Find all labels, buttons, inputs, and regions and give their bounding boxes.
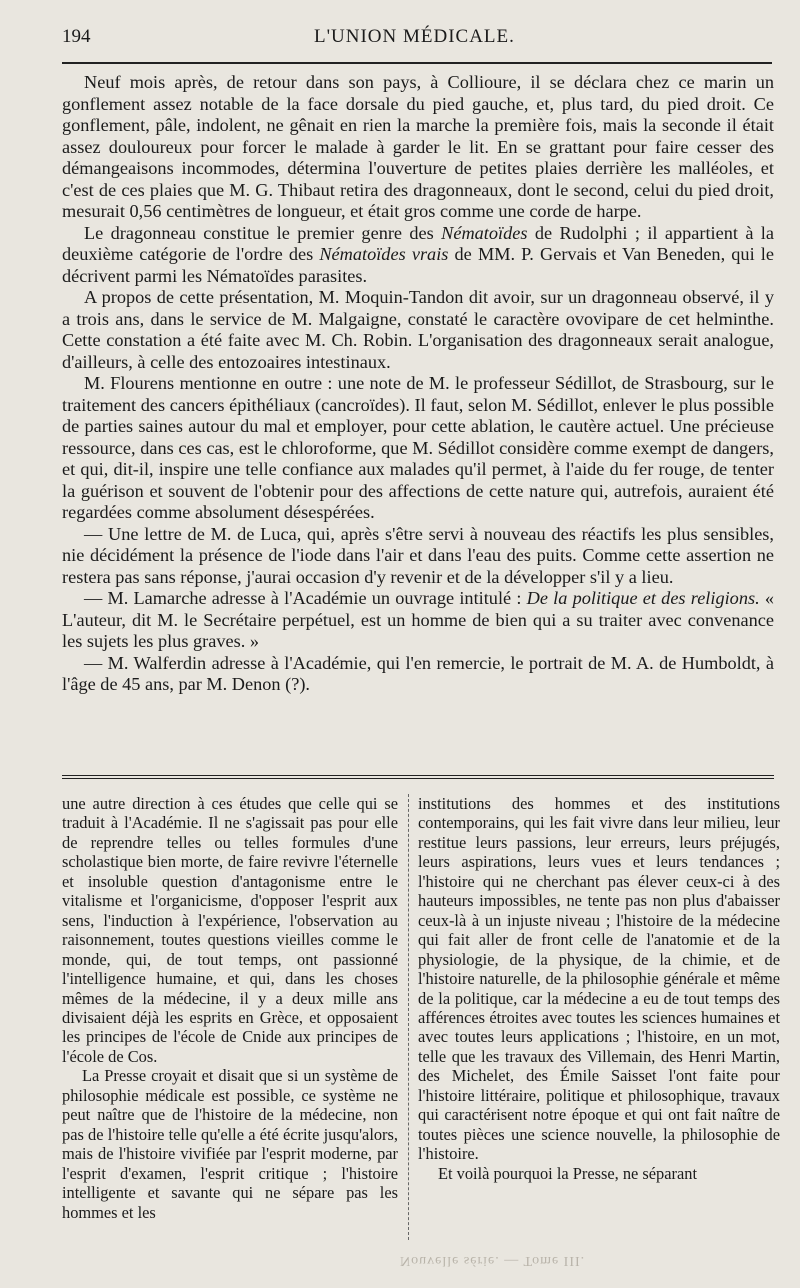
paragraph xyxy=(62,524,774,589)
paragraph-text: de Rudolphi ; il appartient à la deuxième catégorie de l'ordre des xyxy=(62,222,774,264)
page-number: 194 xyxy=(62,26,91,47)
paragraph-text: Neuf mois après, de retour dans son pays, à Collioure, il se déclara chez ce marin un gonflement assez notable de la face dorsale du pied gauche, et, plus tard, du pied droit. Ce gonflement, pâle, indolent, ne gênait en rien la marche la première fois, mais la seconde il était assez douloureux pour forcer le malade à garder le lit. En se grattant pour faire cesser des démangeaisons incommodes, détermina l'ouverture de petites plaies derrière les malléoles, et c'est de ces plaies que M. G. Thibaut retira des dragonneaux, dont le second, celui du pied droit, mesurait 0,56 centimètres de longueur, et était gros comme une corde de harpe. xyxy=(62,72,774,221)
paragraph-text: « L'auteur, dit M. le Secrétaire perpétuel, est un homme de bien qui a su traiter avec convenance les sujets les plus graves. » xyxy=(62,588,775,651)
section-divider xyxy=(62,775,774,783)
italic-term: Nématoïdes xyxy=(441,222,528,243)
paragraph xyxy=(62,223,774,288)
paragraph xyxy=(62,287,774,373)
page-header xyxy=(62,26,772,52)
running-head: L'UNION MÉDICALE. xyxy=(314,26,515,47)
book-title: De la politique et des religions. xyxy=(526,588,760,608)
right-column xyxy=(418,794,780,1183)
paragraph: Et voilà pourquoi la Presse, ne séparant xyxy=(438,1163,697,1183)
paragraph xyxy=(62,72,774,223)
paragraph: institutions des hommes et des institutions contemporains, qui les fait vivre dans leur milieu, leur restitue leurs passions, leur erreurs, leurs préjugés, leurs aspirations, leurs vues et leurs tendances ; l'histoire qui ne cherchant pas élever ceux-ci à des hauteurs impossibles, ne tente pas non plus d'abaisser ceux-là à un injuste niveau ; l'histoire de la médecine qui fait aller de front celle de l'anatomie et de la physiologie, de la physique, de la chimie, et de l'histoire naturelle, de la philosophie générale et même de la politique, car la médecine a eu de tout temps des afférences étroites avec toutes les sciences humaines et avec toutes leurs applications ; l'histoire, en un mot, telle que les travaux des Villemain, des Henri Martin, des Michelet, des Émile Saisset l'ont faite pour l'histoire littéraire, politique et philosophique, travaux qui caractérisent notre époque et qui ont fait naître de toutes pièces une science nouvelle, la philosophie de l'histoire. xyxy=(418,794,780,1164)
paragraph xyxy=(62,653,774,696)
paragraph xyxy=(62,588,774,653)
paragraph-text: — M. Lamarche adresse à l'Académie un ouvrage intitulé : xyxy=(84,588,527,608)
paragraph-text: M. Flourens mentionne en outre : une note de M. le professeur Sédillot, de Strasbourg, sur le traitement des cancers épithéliaux (cancroïdes). Il faut, selon M. Sédillot, enlever le plus possible de parties saines autour du mal et employer, pour cette ablation, le cautère actuel. Une précieuse ressource, dans ces cas, est le chloroforme, que M. Sédillot considère comme exempt de dangers, et qui, dit-il, inspire une telle confiance aux malades qu'il permet, à l'aide du fer rouge, de tenter la guérison et souvent de l'obtenir pour des affections de cette nature qui, autrefois, auraient été regardées comme absolument désespérées. xyxy=(62,373,774,522)
left-column xyxy=(62,794,398,1222)
paragraph: une autre direction à ces études que celle qui se traduit à l'Académie. Il ne s'agissait pas pour elle de reprendre telles ou telles formules d'une scholastique bien morte, de faire revivre l'éternelle et insoluble question d'antagonisme entre le vitalisme et l'organicisme, d'opposer l'esprit aux sens, l'induction à l'expérience, l'observation au raisonnement, toutes questions vieilles comme le monde, qui, de tout temps, ont passionné l'intelligence humaine, et qui, dans les choses mêmes de la médecine, il y a deux mille ans divisaient déjà les esprits en Grèce, et opposaient les principes de l'école de Cnide aux principes de l'école de Cos. xyxy=(62,794,398,1066)
italic-term: Nématoïdes vrais xyxy=(319,244,449,264)
article-body-top xyxy=(62,72,774,696)
column-divider xyxy=(408,794,409,1240)
paragraph-text: — M. Walferdin adresse à l'Académie, qui l'en remercie, le portrait de M. A. de Humboldt, à l'âge de 45 ans, par M. Denon (?). xyxy=(62,652,774,694)
paragraph: La Presse croyait et disait que si un système de philosophie médicale est possible, ce système ne peut naître que de l'histoire de la médecine, non pas de l'histoire telle qu'elle a été écrite jusqu'alors, mais de l'histoire vivifiée par l'esprit moderne, par l'esprit d'examen, l'esprit critique ; l'histoire intelligente et savante qui ne sépare pas les hommes et les xyxy=(62,1066,398,1222)
paragraph-text: de MM. P. Gervais et Van Beneden, qui le décrivent parmi les Nématoïdes parasites. xyxy=(62,244,774,286)
paragraph-text: A propos de cette présentation, M. Moquin-Tandon dit avoir, sur un dragonneau observé, il y a trois ans, dans le service de M. Malgaigne, constaté le caractère ovovipare de cet helminthe. Cette constation a été faite avec M. Ch. Robin. L'organisation des dragonneaux serait analogue, d'ailleurs, à celle des entozoaires intestinaux. xyxy=(62,287,774,372)
header-rule xyxy=(62,62,772,64)
bleed-through-footer: Nouvelle série. — Tome III. xyxy=(400,1253,586,1268)
paragraph xyxy=(62,373,774,524)
paragraph-text: Le dragonneau constitue le premier genre des xyxy=(84,222,442,243)
paragraph-text: — Une lettre de M. de Luca, qui, après s'être servi à nouveau des réactifs les plus sensibles, nie décidément la présence de l'iode dans l'air et dans l'eau des puits. Comme cette assertion ne restera pas sans réponse, j'aurai occasion d'y revenir et de la développer s'il y a lieu. xyxy=(62,523,774,587)
